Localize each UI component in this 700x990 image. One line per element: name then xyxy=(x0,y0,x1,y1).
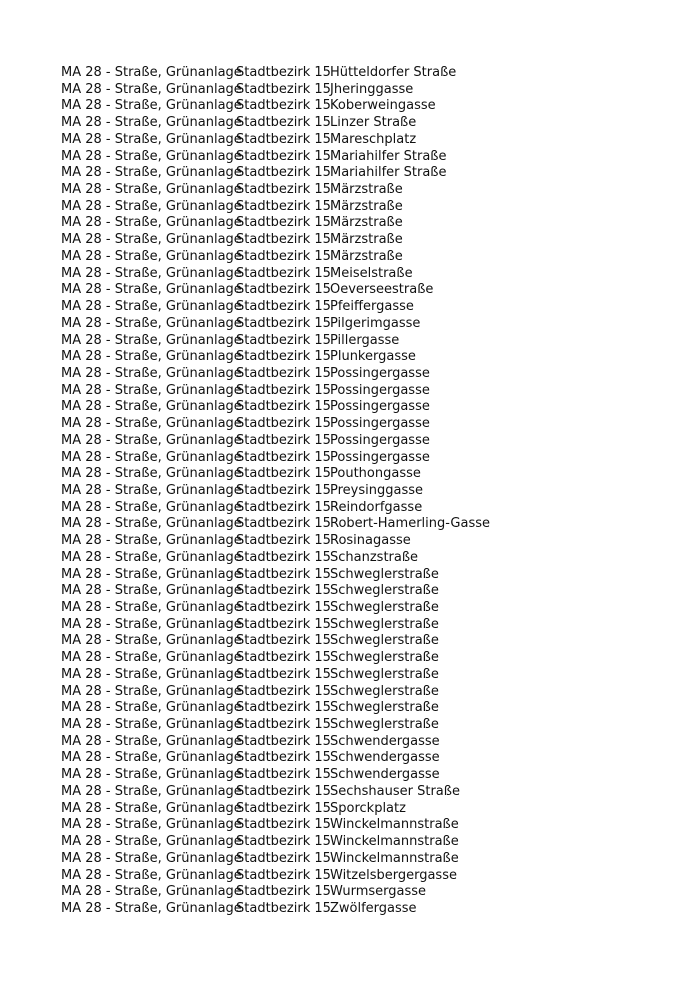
table-row xyxy=(61,115,530,132)
street-name-cell: Schweglerstraße xyxy=(330,717,439,733)
district-cell: Stadtbezirk 15 xyxy=(236,533,331,549)
district-cell: Stadtbezirk 15 xyxy=(236,315,331,331)
street-name-cell: Preysinggasse xyxy=(330,482,423,498)
department-cell: MA 28 - Straße, Grünanlage xyxy=(61,265,242,281)
department-cell: MA 28 - Straße, Grünanlage xyxy=(61,600,242,615)
district-cell: Stadtbezirk 15 xyxy=(236,332,331,348)
street-name-cell: Schweglerstraße xyxy=(330,700,439,716)
street-name-cell: Rosinagasse xyxy=(330,533,411,549)
department-cell: MA 28 - Straße, Grünanlage xyxy=(61,365,242,381)
district-cell: Stadtbezirk 15 xyxy=(236,884,331,900)
district-cell: Stadtbezirk 15 xyxy=(236,583,331,599)
table-row xyxy=(61,82,530,99)
district-cell: Stadtbezirk 15 xyxy=(236,432,331,448)
department-cell: MA 28 - Straße, Grünanlage xyxy=(61,315,242,331)
table-row xyxy=(61,868,530,885)
table-row xyxy=(61,132,530,149)
district-cell: Stadtbezirk 15 xyxy=(236,633,331,649)
district-cell: Stadtbezirk 15 xyxy=(236,382,331,398)
street-name-cell: Schwendergasse xyxy=(330,750,440,766)
department-cell: MA 28 - Straße, Grünanlage xyxy=(61,65,242,80)
table-row xyxy=(61,450,530,467)
district-cell: Stadtbezirk 15 xyxy=(236,232,331,248)
table-row xyxy=(61,416,530,433)
street-name-cell: Pouthongasse xyxy=(330,466,421,482)
district-cell: Stadtbezirk 15 xyxy=(236,248,331,264)
table-row xyxy=(61,583,530,600)
street-name-cell: Schanzstraße xyxy=(330,549,419,565)
department-cell: MA 28 - Straße, Grünanlage xyxy=(61,98,242,114)
table-row xyxy=(61,366,530,383)
table-row xyxy=(61,266,530,283)
table-row xyxy=(61,684,530,701)
table-row xyxy=(61,834,530,851)
street-name-cell: Robert-Hamerling-Gasse xyxy=(330,516,490,532)
department-cell: MA 28 - Straße, Grünanlage xyxy=(61,148,242,164)
department-cell: MA 28 - Straße, Grünanlage xyxy=(61,499,242,515)
street-name-cell: Märzstraße xyxy=(330,248,403,264)
street-name-cell: Reindorfgasse xyxy=(330,499,423,515)
department-cell: MA 28 - Straße, Grünanlage xyxy=(61,867,242,883)
department-cell: MA 28 - Straße, Grünanlage xyxy=(61,549,242,565)
district-cell: Stadtbezirk 15 xyxy=(236,449,331,465)
district-cell: Stadtbezirk 15 xyxy=(236,499,331,515)
department-cell: MA 28 - Straße, Grünanlage xyxy=(61,332,242,348)
district-cell: Stadtbezirk 15 xyxy=(236,800,331,816)
district-cell: Stadtbezirk 15 xyxy=(236,683,331,699)
department-cell: MA 28 - Straße, Grünanlage xyxy=(61,182,242,198)
street-name-cell: Possingergasse xyxy=(330,399,430,415)
table-row xyxy=(61,165,530,182)
table-row xyxy=(61,65,530,82)
department-cell: MA 28 - Straße, Grünanlage xyxy=(61,533,242,549)
table-row xyxy=(61,901,530,918)
district-cell: Stadtbezirk 15 xyxy=(236,600,331,615)
table-row xyxy=(61,884,530,901)
street-name-cell: Wurmsergasse xyxy=(330,884,427,900)
street-name-cell: Schweglerstraße xyxy=(330,666,439,682)
department-cell: MA 28 - Straße, Grünanlage xyxy=(61,666,242,682)
street-name-cell: Possingergasse xyxy=(330,382,430,398)
district-cell: Stadtbezirk 15 xyxy=(236,65,331,80)
district-cell: Stadtbezirk 15 xyxy=(236,148,331,164)
department-cell: MA 28 - Straße, Grünanlage xyxy=(61,583,242,599)
street-name-cell: Märzstraße xyxy=(330,232,403,248)
table-row xyxy=(61,817,530,834)
street-name-cell: Schweglerstraße xyxy=(330,683,439,699)
district-cell: Stadtbezirk 15 xyxy=(236,566,331,582)
table-row xyxy=(61,433,530,450)
district-cell: Stadtbezirk 15 xyxy=(236,850,331,866)
street-name-cell: Winckelmannstraße xyxy=(330,850,459,866)
street-name-cell: Plunkergasse xyxy=(330,349,416,365)
street-name-cell: Schwendergasse xyxy=(330,733,440,749)
table-row xyxy=(61,466,530,483)
district-cell: Stadtbezirk 15 xyxy=(236,131,331,147)
table-row xyxy=(61,734,530,751)
department-cell: MA 28 - Straße, Grünanlage xyxy=(61,282,242,298)
district-cell: Stadtbezirk 15 xyxy=(236,81,331,97)
table-row xyxy=(61,667,530,684)
table-row xyxy=(61,316,530,333)
department-cell: MA 28 - Straße, Grünanlage xyxy=(61,616,242,632)
street-name-cell: Winckelmannstraße xyxy=(330,817,459,833)
department-cell: MA 28 - Straße, Grünanlage xyxy=(61,416,242,432)
department-cell: MA 28 - Straße, Grünanlage xyxy=(61,566,242,582)
department-cell: MA 28 - Straße, Grünanlage xyxy=(61,131,242,147)
department-cell: MA 28 - Straße, Grünanlage xyxy=(61,466,242,482)
street-name-cell: Märzstraße xyxy=(330,198,403,214)
department-cell: MA 28 - Straße, Grünanlage xyxy=(61,817,242,833)
street-name-cell: Possingergasse xyxy=(330,432,430,448)
district-cell: Stadtbezirk 15 xyxy=(236,98,331,114)
street-name-cell: Pilgerimgasse xyxy=(330,315,421,331)
district-cell: Stadtbezirk 15 xyxy=(236,182,331,198)
street-name-cell: Zwölfergasse xyxy=(330,900,417,916)
department-cell: MA 28 - Straße, Grünanlage xyxy=(61,198,242,214)
table-row xyxy=(61,483,530,500)
department-cell: MA 28 - Straße, Grünanlage xyxy=(61,248,242,264)
district-cell: Stadtbezirk 15 xyxy=(236,165,331,181)
street-name-cell: Schweglerstraße xyxy=(330,600,439,615)
street-name-cell: Schweglerstraße xyxy=(330,633,439,649)
table-row xyxy=(61,383,530,400)
district-cell: Stadtbezirk 15 xyxy=(236,365,331,381)
street-name-cell: Meiselstraße xyxy=(330,265,413,281)
table-row xyxy=(61,617,530,634)
street-name-cell: Winckelmannstraße xyxy=(330,834,459,850)
table-row xyxy=(61,767,530,784)
district-cell: Stadtbezirk 15 xyxy=(236,867,331,883)
table-row xyxy=(61,333,530,350)
table-row xyxy=(61,650,530,667)
table-row xyxy=(61,801,530,818)
street-name-cell: Schweglerstraße xyxy=(330,650,439,666)
street-name-cell: Possingergasse xyxy=(330,416,430,432)
district-cell: Stadtbezirk 15 xyxy=(236,265,331,281)
street-name-cell: Mareschplatz xyxy=(330,131,417,147)
table-row xyxy=(61,282,530,299)
street-name-cell: Pfeiffergasse xyxy=(330,299,414,315)
table-row xyxy=(61,717,530,734)
department-cell: MA 28 - Straße, Grünanlage xyxy=(61,399,242,415)
department-cell: MA 28 - Straße, Grünanlage xyxy=(61,633,242,649)
department-cell: MA 28 - Straße, Grünanlage xyxy=(61,717,242,733)
table-row xyxy=(61,199,530,216)
table-row xyxy=(61,784,530,801)
department-cell: MA 28 - Straße, Grünanlage xyxy=(61,299,242,315)
department-cell: MA 28 - Straße, Grünanlage xyxy=(61,81,242,97)
district-cell: Stadtbezirk 15 xyxy=(236,549,331,565)
table-row xyxy=(61,750,530,767)
street-name-cell: Sechshauser Straße xyxy=(330,783,460,799)
table-row xyxy=(61,249,530,266)
street-name-cell: Oeverseestraße xyxy=(330,282,434,298)
street-name-cell: Mariahilfer Straße xyxy=(330,148,447,164)
department-cell: MA 28 - Straße, Grünanlage xyxy=(61,449,242,465)
street-name-cell: Schweglerstraße xyxy=(330,616,439,632)
street-name-cell: Mariahilfer Straße xyxy=(330,165,447,181)
district-cell: Stadtbezirk 15 xyxy=(236,416,331,432)
department-cell: MA 28 - Straße, Grünanlage xyxy=(61,349,242,365)
department-cell: MA 28 - Straße, Grünanlage xyxy=(61,800,242,816)
department-cell: MA 28 - Straße, Grünanlage xyxy=(61,683,242,699)
street-name-cell: Schweglerstraße xyxy=(330,583,439,599)
table-row xyxy=(61,215,530,232)
table-row xyxy=(61,600,530,617)
department-cell: MA 28 - Straße, Grünanlage xyxy=(61,382,242,398)
district-cell: Stadtbezirk 15 xyxy=(236,733,331,749)
street-name-cell: Märzstraße xyxy=(330,182,403,198)
department-cell: MA 28 - Straße, Grünanlage xyxy=(61,482,242,498)
district-cell: Stadtbezirk 15 xyxy=(236,399,331,415)
department-cell: MA 28 - Straße, Grünanlage xyxy=(61,750,242,766)
district-cell: Stadtbezirk 15 xyxy=(236,817,331,833)
department-cell: MA 28 - Straße, Grünanlage xyxy=(61,834,242,850)
district-cell: Stadtbezirk 15 xyxy=(236,215,331,231)
table-row xyxy=(61,500,530,517)
table-row xyxy=(61,399,530,416)
district-cell: Stadtbezirk 15 xyxy=(236,700,331,716)
street-name-cell: Schwendergasse xyxy=(330,767,440,783)
table-row xyxy=(61,349,530,366)
table-row xyxy=(61,550,530,567)
table-row xyxy=(61,149,530,166)
district-cell: Stadtbezirk 15 xyxy=(236,466,331,482)
department-cell: MA 28 - Straße, Grünanlage xyxy=(61,900,242,916)
table-row xyxy=(61,700,530,717)
district-cell: Stadtbezirk 15 xyxy=(236,834,331,850)
district-cell: Stadtbezirk 15 xyxy=(236,666,331,682)
table-row xyxy=(61,232,530,249)
district-cell: Stadtbezirk 15 xyxy=(236,650,331,666)
street-name-cell: Linzer Straße xyxy=(330,115,417,131)
table-row xyxy=(61,567,530,584)
table-row xyxy=(61,851,530,868)
department-cell: MA 28 - Straße, Grünanlage xyxy=(61,115,242,131)
department-cell: MA 28 - Straße, Grünanlage xyxy=(61,850,242,866)
street-name-cell: Märzstraße xyxy=(330,215,403,231)
department-cell: MA 28 - Straße, Grünanlage xyxy=(61,700,242,716)
street-name-cell: Pillergasse xyxy=(330,332,400,348)
table-row xyxy=(61,533,530,550)
district-cell: Stadtbezirk 15 xyxy=(236,717,331,733)
department-cell: MA 28 - Straße, Grünanlage xyxy=(61,767,242,783)
department-cell: MA 28 - Straße, Grünanlage xyxy=(61,232,242,248)
district-cell: Stadtbezirk 15 xyxy=(236,516,331,532)
department-cell: MA 28 - Straße, Grünanlage xyxy=(61,783,242,799)
department-cell: MA 28 - Straße, Grünanlage xyxy=(61,215,242,231)
department-cell: MA 28 - Straße, Grünanlage xyxy=(61,884,242,900)
district-cell: Stadtbezirk 15 xyxy=(236,482,331,498)
street-name-cell: Sporckplatz xyxy=(330,800,406,816)
district-cell: Stadtbezirk 15 xyxy=(236,783,331,799)
street-name-cell: Jheringgasse xyxy=(330,81,414,97)
street-name-cell: Schweglerstraße xyxy=(330,566,439,582)
department-cell: MA 28 - Straße, Grünanlage xyxy=(61,516,242,532)
district-cell: Stadtbezirk 15 xyxy=(236,198,331,214)
street-name-cell: Possingergasse xyxy=(330,365,430,381)
department-cell: MA 28 - Straße, Grünanlage xyxy=(61,165,242,181)
district-cell: Stadtbezirk 15 xyxy=(236,900,331,916)
district-cell: Stadtbezirk 15 xyxy=(236,750,331,766)
district-cell: Stadtbezirk 15 xyxy=(236,115,331,131)
department-cell: MA 28 - Straße, Grünanlage xyxy=(61,650,242,666)
district-cell: Stadtbezirk 15 xyxy=(236,616,331,632)
district-cell: Stadtbezirk 15 xyxy=(236,282,331,298)
table-row xyxy=(61,299,530,316)
table-row xyxy=(61,182,530,199)
street-list-table xyxy=(61,65,530,918)
street-name-cell: Witzelsbergergasse xyxy=(330,867,457,883)
table-row xyxy=(61,516,530,533)
district-cell: Stadtbezirk 15 xyxy=(236,299,331,315)
department-cell: MA 28 - Straße, Grünanlage xyxy=(61,733,242,749)
street-name-cell: Koberweingasse xyxy=(330,98,436,114)
department-cell: MA 28 - Straße, Grünanlage xyxy=(61,432,242,448)
street-name-cell: Hütteldorfer Straße xyxy=(330,65,457,80)
table-row xyxy=(61,98,530,115)
district-cell: Stadtbezirk 15 xyxy=(236,349,331,365)
street-name-cell: Possingergasse xyxy=(330,449,430,465)
district-cell: Stadtbezirk 15 xyxy=(236,767,331,783)
table-row xyxy=(61,633,530,650)
